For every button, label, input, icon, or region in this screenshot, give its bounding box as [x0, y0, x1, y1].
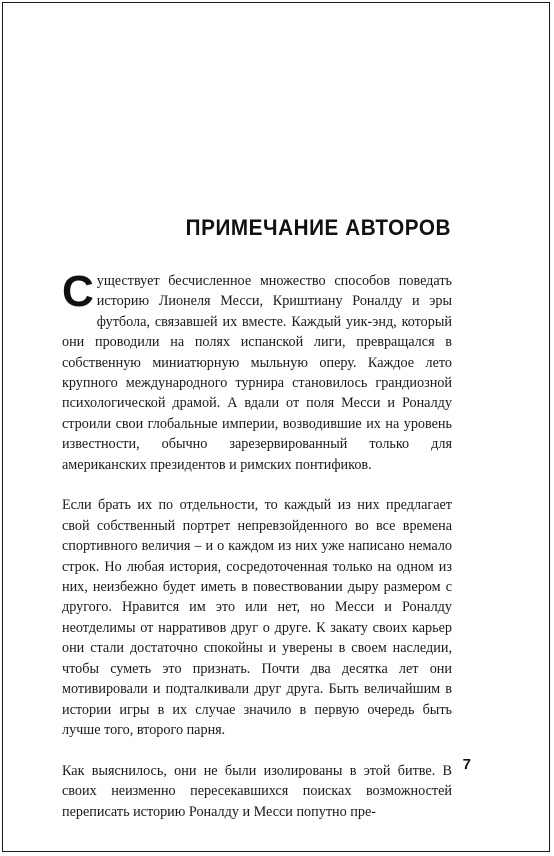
body-text: [62, 267, 452, 822]
paragraph-2: Если брать их по отдельности, то каждый из них предлагает свой собственный портрет непревзойденного во все времена спортивного величия – и о каждом из них уже написано немало строк. Но любая история, сосредоточенная только на одном из них, неизбежно будет иметь в повествовании дыру размером с другого. Нравится им это или нет, но Месси и Роналду неотделимы от нарративов друг о друге. К закату своих карьер они стали достаточно спокойны и уверены в своем наследии, чтобы суметь это признать. Почти два десятка лет они мотивировали и подталкивали друг друга. Быть величайшим в истории игры в их случае значило в первую очередь быть лучше того, второго парня.: [62, 497, 452, 738]
paragraph-1: [62, 267, 452, 475]
paragraph-3: Как выяснилось, они не были изолированы в этой битве. В своих неизменно пересекавшихся поисках возможностей переписать историю Роналду и Месси попутно пре-: [62, 762, 452, 820]
page-number: 7: [462, 756, 471, 773]
chapter-title: ПРИМЕЧАНИЕ АВТОРОВ: [185, 215, 451, 240]
book-page: [2, 2, 550, 852]
paragraph-1-text: уществует бесчисленное множество способов поведать историю Лионеля Месси, Криштиану Роналду и эры футбола, связавшей их вместе. Каждый уик-энд, который они проводили на полях испанской лиги, превращался в собственную миниатюрную мыльную оперу. Каждое лето крупного международного турнира становилось грандиозной психологической драмой. А вдали от поля Месси и Роналду строили свои глобальные империи, возводившие их на уровень известности, обычно зарезервированный только для американских президентов и римских понтификов.: [62, 273, 452, 473]
drop-cap: С: [62, 267, 94, 316]
